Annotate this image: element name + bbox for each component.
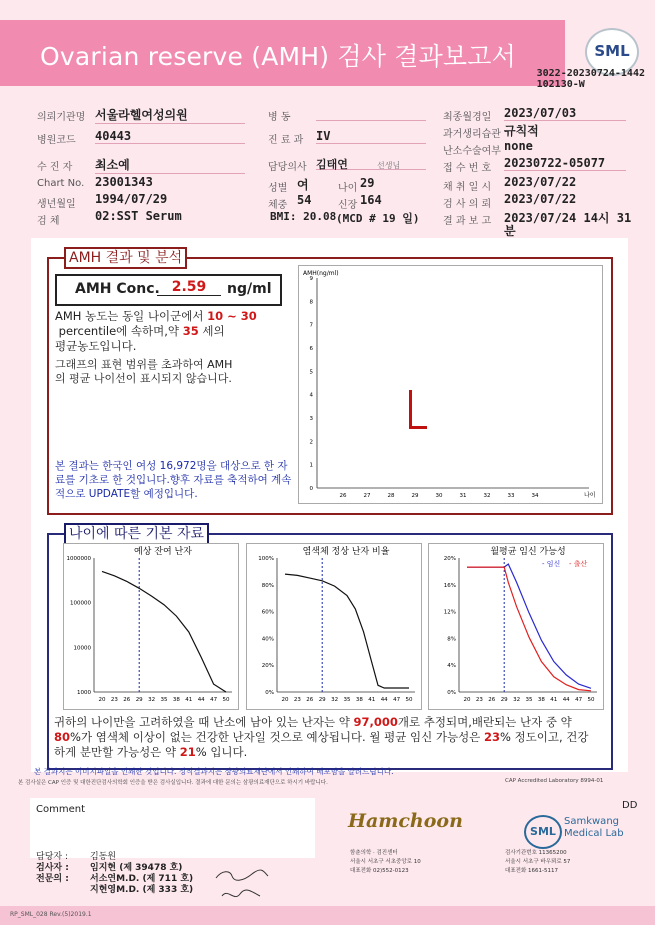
hamchoon-info: 함춘의학 · 검진센터 서울시 서초구 서초중앙로 10 대표전화 02)552-0123 (350, 850, 421, 874)
amh-conc-label: AMH Conc. (75, 281, 160, 297)
chart-label: Chart No. (37, 178, 85, 189)
amh-y-tick: 5 (309, 369, 313, 376)
x-tick: 32 (513, 697, 521, 703)
amh-result-marker-foot (409, 426, 427, 429)
y-tick: 100000 (70, 600, 91, 607)
ward-label: 병 동 (268, 112, 291, 123)
specimen-value: 02:SST Serum (95, 209, 182, 223)
x-tick: 41 (185, 697, 193, 703)
sml-footer-logo: SML (524, 815, 562, 849)
y-tick: 10000 (73, 645, 91, 652)
sex-label: 성별 (268, 183, 288, 194)
x-tick: 38 (355, 697, 363, 703)
normal-chromosome-chart (246, 543, 422, 710)
x-tick: 26 (306, 697, 314, 703)
form-code: RP_SML_028 Rev.(5)2019.1 (10, 911, 92, 918)
y-tick: 40% (261, 636, 274, 643)
x-tick: 50 (405, 697, 413, 703)
signatories: 담당자 : 김동원 검사자 : 임지현 (제 39478 호) 전문의 : 서소연M.D. (제 711 호) 지현영M.D. (제 333 호) (36, 852, 194, 895)
amh-x-label: 나이 (584, 492, 596, 499)
amh-x-tick: 29 (411, 493, 419, 499)
cycle-value: 규칙적 (504, 124, 539, 138)
y-tick: 0% (447, 690, 456, 696)
x-tick: 35 (160, 697, 168, 703)
chart-title: 염색체 정상 난자 비율 (302, 547, 390, 557)
amh-y-label: AMH(ng/ml) (303, 270, 339, 277)
amh-x-tick: 26 (339, 493, 347, 499)
x-tick: 38 (172, 697, 180, 703)
y-tick: 60% (261, 609, 274, 616)
accreditation-notice: 본 검사실은 CAP 인증 및 대한진단검사의학회 인증을 받은 검사실입니다. 결과에 대한 문의는 삼광의료재단으로 하시기 바랍니다. (18, 780, 328, 786)
hospital-label: 의뢰기관명 (37, 112, 86, 123)
amh-x-tick: 31 (459, 493, 467, 499)
sml-info: 검사기관번호 11365200 서울시 서초구 바우뫼로 57 대표전화 1661-5117 (505, 850, 571, 874)
amh-conc-unit: ng/ml (227, 281, 272, 297)
x-tick: 47 (210, 697, 218, 703)
amh-result-marker (409, 390, 412, 428)
amh-x-tick: 32 (483, 493, 491, 499)
amh-x-tick: 30 (435, 493, 443, 499)
chart-title: 예상 잔여 난자 (134, 547, 192, 557)
amh-y-tick: 2 (309, 439, 313, 446)
x-tick: 35 (525, 697, 533, 703)
dd-mark: DD (622, 800, 638, 811)
comment-label: Comment (36, 804, 85, 815)
amh-age-chart (298, 265, 603, 504)
x-tick: 32 (148, 697, 156, 703)
pregnancy-chance-chart (428, 543, 604, 710)
amh-y-tick: 4 (309, 392, 313, 399)
amh-y-tick: 8 (309, 299, 313, 306)
basic-data-title: 나이에 따른 기본 자료 (64, 523, 209, 545)
report-label: 결 과 보 고 (443, 216, 492, 227)
cap-number: CAP Accredited Laboratory 8994-01 (505, 778, 604, 784)
amh-y-tick: 9 (309, 276, 313, 282)
amh-y-tick: 7 (309, 322, 313, 329)
legend-pregnancy: - 임신 (542, 560, 561, 568)
report-value-cont: 분 (504, 224, 516, 238)
x-tick: 50 (587, 697, 595, 703)
weight-label: 체중 (268, 200, 288, 211)
x-tick: 26 (123, 697, 131, 703)
collect-value: 2023/07/22 (504, 175, 577, 189)
y-tick: 0% (265, 690, 274, 696)
x-tick: 32 (331, 697, 339, 703)
bmi-value: BMI: 20.08 (270, 210, 337, 223)
amh-y-tick: 3 (309, 416, 313, 422)
x-tick: 47 (393, 697, 401, 703)
lmp-label: 최종월경일 (443, 112, 492, 123)
ovary-value: none (504, 139, 533, 153)
basic-summary-text: 귀하의 나이만을 고려하였을 때 난소에 남아 있는 난자는 약 97,000개로 추정되며,배란되는 난자 중 약 80%가 염색체 이상이 없는 건강한 난자일 것으로 예상됩니다. 월 평균 임신 가능성은 23% 정도이고, 건강하게 분만할 가능성은 약 21% 입니다. (54, 715, 589, 759)
amh-analysis-text: AMH 농도는 동일 나이군에서 10 ~ 30 percentile에 속하며,약 35 세의 평균농도입니다. (55, 309, 257, 353)
x-tick: 20 (98, 697, 106, 703)
age-value: 29 (360, 176, 375, 190)
remaining-eggs-chart (63, 543, 239, 710)
series-line-임신 (467, 564, 591, 688)
y-tick: 20% (443, 556, 456, 562)
series-line-출산 (467, 567, 591, 691)
x-tick: 50 (222, 697, 230, 703)
x-tick: 44 (380, 697, 388, 703)
document-number: 3022-20230724-1442 102130-W (536, 68, 645, 90)
amh-x-tick: 34 (531, 493, 539, 499)
receipt-value: 20230722-05077 (504, 156, 626, 171)
request-value: 2023/07/22 (504, 192, 577, 206)
y-tick: 16% (443, 582, 456, 589)
amh-x-tick: 27 (363, 493, 371, 499)
x-tick: 35 (343, 697, 351, 703)
dob-label: 생년월일 (37, 199, 76, 210)
specimen-label: 검 체 (37, 216, 60, 227)
cycle-label: 과거생리습관 (443, 129, 501, 140)
request-label: 검 사 의 뢰 (443, 199, 492, 210)
y-tick: 4% (447, 663, 456, 670)
sml-logo: SML (585, 28, 639, 76)
doctor-field (316, 153, 426, 170)
y-tick: 12% (443, 609, 456, 616)
x-tick: 23 (293, 697, 301, 703)
mcd-value: (MCD # 19 일) (336, 212, 420, 225)
amh-x-tick: 28 (387, 493, 395, 499)
x-tick: 26 (488, 697, 496, 703)
sml-name: Samkwang Medical Lab (564, 816, 624, 839)
x-tick: 47 (575, 697, 583, 703)
y-tick: 100% (258, 556, 274, 562)
signature-image (212, 866, 272, 906)
footer-bar (0, 906, 655, 925)
dept-value: IV (316, 129, 426, 144)
title-bar (0, 20, 565, 86)
ward-value (316, 106, 426, 121)
comment-box (30, 798, 315, 858)
age-label: 나이 (338, 183, 358, 194)
dept-label: 진 료 과 (268, 135, 304, 146)
hospital-value: 서울라헬여성의원 (95, 106, 245, 124)
patient-value: 최소예 (95, 156, 245, 174)
amh-range-note: 그래프의 표현 범위를 초과하여 AMH의 평균 나이선이 표시되지 않습니다. (55, 358, 233, 385)
amh-section-title: AMH 결과 및 분석 (64, 247, 187, 269)
dob-value: 1994/07/29 (95, 192, 168, 206)
x-tick: 44 (562, 697, 570, 703)
amh-x-tick: 33 (507, 493, 515, 499)
height-label: 신장 (338, 200, 358, 211)
x-tick: 38 (537, 697, 545, 703)
x-tick: 29 (500, 697, 508, 703)
patient-label: 수 진 자 (37, 162, 73, 173)
receipt-label: 접 수 번 호 (443, 163, 492, 174)
x-tick: 23 (110, 697, 118, 703)
y-tick: 8% (447, 636, 456, 643)
y-tick: 20% (261, 663, 274, 670)
sex-value: 여 (297, 178, 309, 192)
code-value: 40443 (95, 129, 245, 144)
ovary-label: 난소수술여부 (443, 146, 501, 157)
amh-y-tick: 6 (309, 346, 313, 352)
amh-conc-box (55, 274, 282, 306)
x-tick: 20 (281, 697, 289, 703)
series-line-0 (285, 574, 409, 688)
chart-value: 23001343 (95, 175, 153, 189)
doctor-suffix: 선생님 (376, 161, 401, 170)
amh-basis-note: 본 결과는 한국인 여성 16,972명을 대상으로 한 자료를 기초로 한 것입니다.향후 자료를 축적하여 계속적으로 UPDATE할 예정입니다. (55, 460, 292, 500)
weight-value: 54 (297, 193, 312, 207)
report-title: Ovarian reserve (AMH) 검사 결과보고서 (40, 42, 516, 71)
chart-title: 월평균 임신 가능성 (490, 547, 566, 557)
x-tick: 29 (135, 697, 143, 703)
x-tick: 44 (197, 697, 205, 703)
doctor-label: 담당의사 (268, 162, 307, 173)
code-label: 병원코드 (37, 135, 76, 146)
x-tick: 41 (550, 697, 558, 703)
x-tick: 20 (463, 697, 471, 703)
x-tick: 41 (368, 697, 376, 703)
series-line-0 (102, 571, 226, 692)
amh-y-tick: 1 (309, 462, 313, 469)
doctor-value: 김태연 (316, 158, 348, 171)
height-value: 164 (360, 193, 382, 207)
lmp-value: 2023/07/03 (504, 106, 626, 121)
print-notice: 본 결과지는 이미지파일을 인쇄한 것입니다. 정식결과지는 삼광의료재단에서 인쇄하여 배포함을 알려드립니다. (34, 767, 394, 776)
collect-label: 채 취 일 시 (443, 182, 492, 193)
amh-conc-value: 2.59 (157, 279, 221, 296)
y-tick: 1000000 (66, 556, 91, 562)
hamchoon-logo: Hamchoon (348, 810, 463, 832)
y-tick: 80% (261, 582, 274, 589)
report-value: 2023/07/24 14시 31 (504, 211, 632, 225)
x-tick: 23 (475, 697, 483, 703)
x-tick: 29 (318, 697, 326, 703)
legend-birth: - 출산 (569, 560, 588, 568)
y-tick: 1000 (77, 690, 91, 696)
amh-y-tick: 0 (309, 486, 313, 492)
